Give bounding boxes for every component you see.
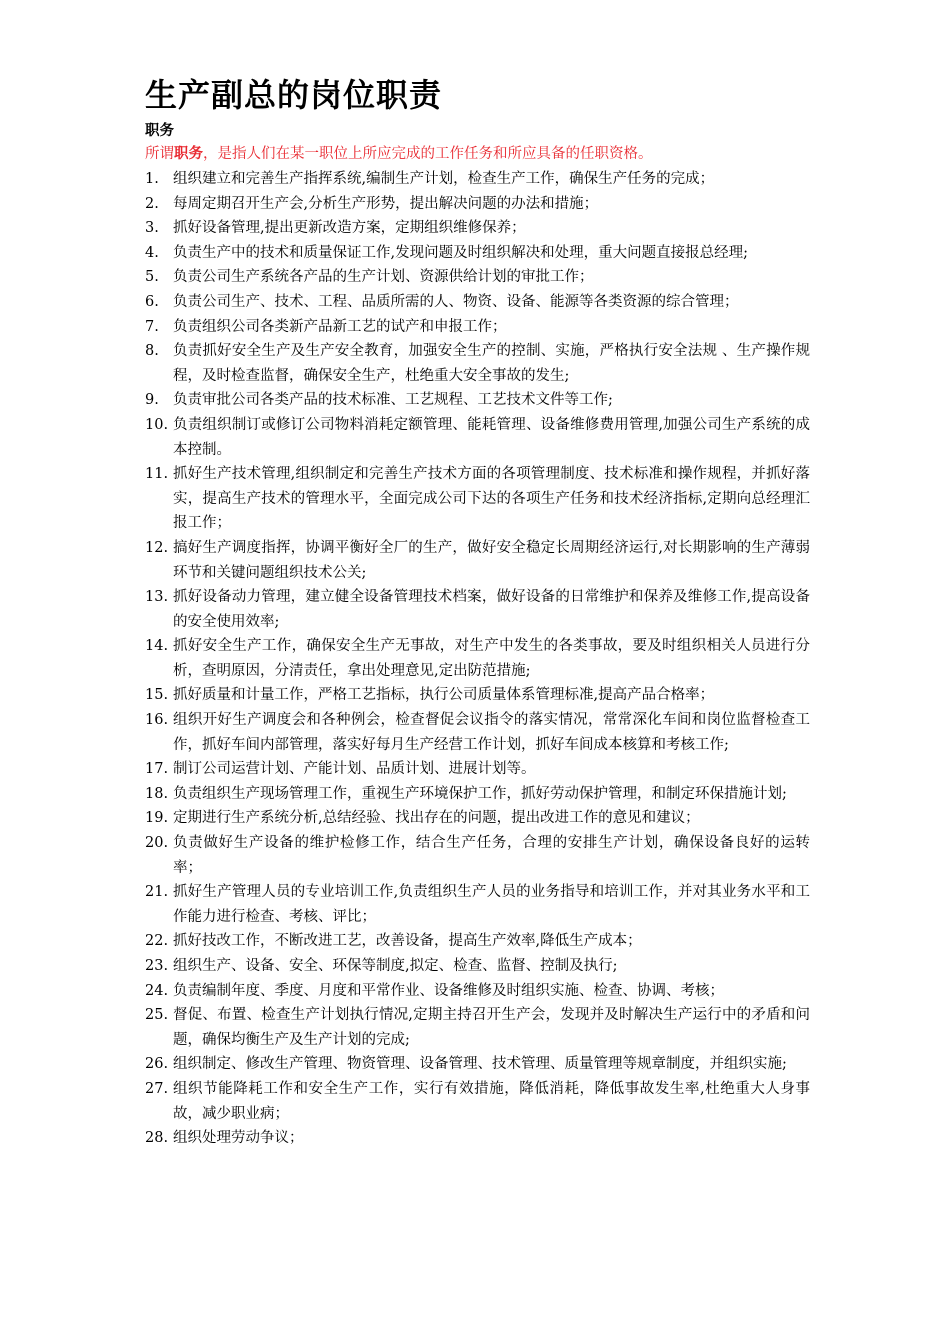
list-item-text: 制订公司运营计划、产能计划、品质计划、进展计划等。: [173, 761, 536, 778]
list-item: [145, 1052, 810, 1077]
list-item-text: 抓好质量和计量工作，严格工艺指标，执行公司质量体系管理标准,提高产品合格率；: [173, 687, 715, 704]
list-item-text: 负责审批公司各类产品的技术标准、工艺规程、工艺技术文件等工作;: [173, 392, 613, 409]
list-item: [145, 757, 810, 782]
list-item-number: 16.: [145, 712, 169, 729]
intro-paragraph: [145, 142, 810, 166]
list-item-number: 13.: [145, 589, 169, 606]
list-item-text: 抓好设备管理,提出更新改造方案，定期组织维修保养；: [173, 220, 526, 237]
list-item-number: 23.: [145, 958, 169, 974]
list-item-number: 17.: [145, 761, 169, 778]
list-item-text: 抓好生产技术管理,组织制定和完善生产技术方面的各项管理制度、技术标准和操作规程，并抓好落实，提高生产技术的管理水平，全面完成公司下达的各项生产任务和技术经济指标,定期向总经理汇报工作；: [173, 466, 810, 532]
list-item-number: 7.: [145, 318, 159, 335]
list-item: [145, 388, 810, 413]
list-item-text: 督促、布置、检查生产计划执行情况,定期主持召开生产会，发现并及时解决生产运行中的矛盾和问题，确保均衡生产及生产计划的完成;: [173, 1007, 810, 1048]
list-item: [145, 708, 810, 757]
list-item-number: 25.: [145, 1007, 169, 1024]
list-item-number: 3.: [145, 220, 159, 237]
intro-prefix: 所谓: [145, 146, 174, 162]
list-item: [145, 782, 810, 807]
duty-list: [145, 167, 810, 1151]
list-item-text: 抓好设备动力管理，建立健全设备管理技术档案，做好设备的日常维护和保养及维修工作,提高设备的安全使用效率;: [173, 589, 810, 630]
list-item-text: 组织开好生产调度会和各种例会，检查督促会议指令的落实情况，常常深化车间和岗位监督检查工作，抓好车间内部管理，落实好每月生产经营工作计划，抓好车间成本核算和考核工作;: [173, 712, 810, 753]
list-item-text: 负责生产中的技术和质量保证工作,发现问题及时组织解决和处理，重大问题直接报总经理;: [173, 244, 748, 261]
list-item-number: 2.: [145, 195, 159, 212]
list-item-number: 1.: [145, 171, 159, 187]
list-item: [145, 265, 810, 290]
list-item: [145, 167, 810, 192]
list-item: [145, 1126, 810, 1151]
list-item: [145, 216, 810, 241]
list-item-text: 抓好生产管理人员的专业培训工作,负责组织生产人员的业务指导和培训工作，并对其业务水平和工作能力进行检查、考核、评比；: [173, 884, 810, 925]
list-item: [145, 929, 810, 954]
list-item: [145, 880, 810, 929]
list-item-text: 组织制定、修改生产管理、物资管理、设备管理、技术管理、质量管理等规章制度，并组织实施;: [173, 1056, 787, 1073]
list-item: [145, 954, 810, 979]
list-item: [145, 806, 810, 831]
list-item-text: 组织节能降耗工作和安全生产工作，实行有效措施，降低消耗，降低事故发生率,杜绝重大人身事故，减少职业病；: [173, 1080, 810, 1122]
list-item: [145, 634, 810, 683]
list-item: [145, 413, 810, 462]
list-item-text: 负责公司生产系统各产品的生产计划、资源供给计划的审批工作；: [173, 269, 594, 286]
list-item-text: 负责组织公司各类新产品新工艺的试产和申报工作；: [173, 318, 507, 335]
list-item: [145, 585, 810, 634]
list-item-number: 14.: [145, 638, 169, 655]
list-item: [145, 290, 810, 315]
list-item-text: 组织生产、设备、安全、环保等制度,拟定、检查、监督、控制及执行;: [173, 958, 618, 974]
list-item: [145, 192, 810, 217]
list-item: [145, 462, 810, 536]
list-item: [145, 1003, 810, 1052]
list-item: [145, 315, 810, 340]
list-item-text: 抓好技改工作，不断改进工艺，改善设备，提高生产效率,降低生产成本；: [173, 933, 642, 950]
list-item-number: 5.: [145, 269, 159, 286]
list-item-number: 19.: [145, 810, 169, 827]
list-item-number: 10.: [145, 416, 169, 433]
list-item-number: 9.: [145, 392, 159, 409]
list-item-number: 26.: [145, 1056, 169, 1073]
list-item-number: 21.: [145, 884, 169, 901]
list-item-text: 负责编制年度、季度、月度和平常作业、设备维修及时组织实施、检查、协调、考核；: [173, 982, 724, 999]
list-item: [145, 241, 810, 266]
list-item-text: 负责做好生产设备的维护检修工作，结合生产任务，合理的安排生产计划，确保设备良好的运转率；: [173, 835, 810, 876]
list-item-number: 22.: [145, 933, 169, 950]
list-item-number: 27.: [145, 1080, 169, 1097]
list-item-number: 28.: [145, 1130, 169, 1147]
list-item-number: 24.: [145, 982, 169, 999]
list-item-text: 组织处理劳动争议；: [173, 1130, 304, 1147]
list-item: [145, 1077, 810, 1126]
list-item-number: 12.: [145, 539, 169, 556]
list-item-text: 负责公司生产、技术、工程、品质所需的人、物资、设备、能源等各类资源的综合管理；: [173, 293, 739, 310]
list-item-number: 4.: [145, 244, 159, 261]
list-item-number: 15.: [145, 687, 169, 704]
section-heading: 职务: [145, 123, 174, 139]
list-item-text: 定期进行生产系统分析,总结经验、找出存在的问题，提出改进工作的意见和建议；: [173, 810, 700, 827]
list-item: [145, 536, 810, 585]
intro-suffix: ，是指人们在某一职位上所应完成的工作任务和所应具备的任职资格。: [203, 146, 653, 162]
list-item-text: 负责组织生产现场管理工作，重视生产环境保护工作，抓好劳动保护管理，和制定环保措施计划;: [173, 785, 787, 802]
list-item-text: 抓好安全生产工作，确保安全生产无事故，对生产中发生的各类事故，要及时组织相关人员进行分析，查明原因，分清责任，拿出处理意见,定出防范措施;: [173, 638, 810, 679]
list-item-text: 每周定期召开生产会,分析生产形势，提出解决问题的办法和措施；: [173, 195, 599, 212]
list-item: [145, 979, 810, 1004]
intro-bold-term: 职务: [174, 146, 203, 162]
list-item: [145, 339, 810, 388]
document-title: 生产副总的岗位职责: [145, 76, 443, 114]
list-item-text: 负责组织制订或修订公司物料消耗定额管理、能耗管理、设备维修费用管理,加强公司生产系统的成本控制。: [173, 416, 810, 458]
list-item-number: 11.: [145, 466, 169, 483]
list-item-number: 20.: [145, 835, 169, 852]
list-item-number: 6.: [145, 293, 159, 310]
list-item-text: 组织建立和完善生产指挥系统,编制生产计划，检查生产工作，确保生产任务的完成；: [173, 171, 715, 187]
list-item-number: 18.: [145, 785, 169, 802]
list-item: [145, 683, 810, 708]
list-item-number: 8.: [145, 343, 159, 360]
list-item: [145, 831, 810, 880]
list-item-text: 负责抓好安全生产及生产安全教育，加强安全生产的控制、实施，严格执行安全法规 、生产操作规程，及时检查监督，确保安全生产，杜绝重大安全事故的发生;: [173, 343, 810, 384]
list-item-text: 搞好生产调度指挥，协调平衡好全厂的生产，做好安全稳定长周期经济运行,对长期影响的生产薄弱环节和关键问题组织技术公关;: [173, 539, 810, 581]
